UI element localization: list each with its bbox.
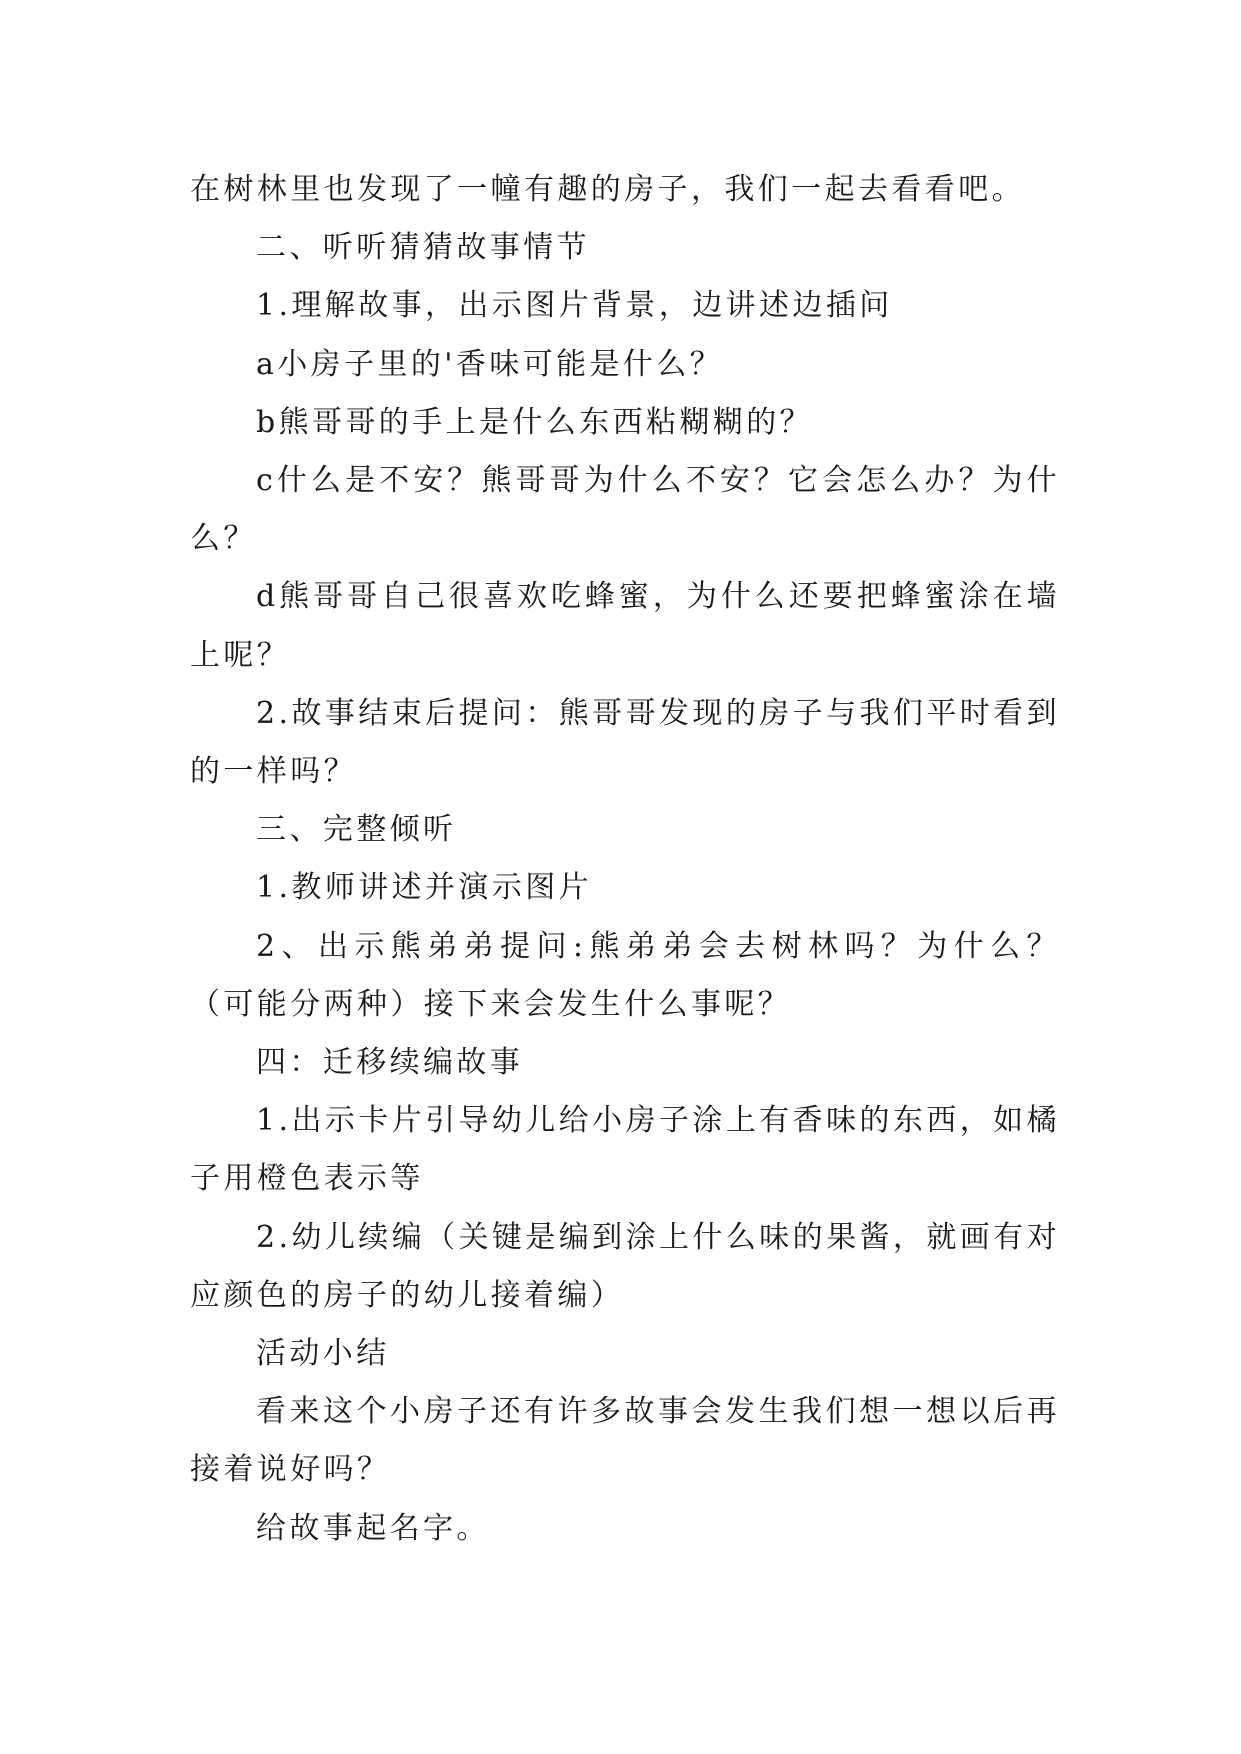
list-item: 2.故事结束后提问：熊哥哥发现的房子与我们平时看到的一样吗？ xyxy=(190,695,1060,790)
paragraph: 看来这个小房子还有许多故事会发生我们想一想以后再接着说好吗？ xyxy=(190,1394,1060,1488)
question-item-d: d熊哥哥自己很喜欢吃蜂蜜，为什么还要把蜂蜜涂在墙上呢？ xyxy=(190,579,1060,673)
list-item: 1.理解故事，出示图片背景，边讲述边插问 xyxy=(256,288,893,324)
document-body xyxy=(190,161,1060,1558)
question-item-b: b熊哥哥的手上是什么东西粘糊糊的？ xyxy=(256,404,814,440)
section-heading-summary: 活动小结 xyxy=(256,1336,390,1372)
list-item: 2、出示熊弟弟提问:熊弟弟会去树林吗？为什么？（可能分两种）接下来会发生什么事呢？ xyxy=(190,928,1060,1022)
list-item: 2.幼儿续编（关键是编到涂上什么味的果酱，就画有对应颜色的房子的幼儿接着编） xyxy=(190,1219,1060,1313)
paragraph: 给故事起名字。 xyxy=(256,1510,490,1546)
list-item: 1.出示卡片引导幼儿给小房子涂上有香味的东西，如橘子用橙色表示等 xyxy=(190,1103,1060,1197)
question-item-a: a小房子里的'香味可能是什么？ xyxy=(256,346,724,382)
section-heading-4: 四：迁移续编故事 xyxy=(256,1045,524,1081)
list-item: 1.教师讲述并演示图片 xyxy=(256,870,593,906)
question-item-c: c什么是不安？熊哥哥为什么不安？它会怎么办？为什么？ xyxy=(190,463,1060,557)
section-heading-3: 三、完整倾听 xyxy=(256,812,457,848)
section-heading-2: 二、听听猜猜故事情节 xyxy=(256,230,590,266)
paragraph-intro-continuation: 在树林里也发现了一幢有趣的房子，我们一起去看看吧。 xyxy=(190,172,1025,207)
